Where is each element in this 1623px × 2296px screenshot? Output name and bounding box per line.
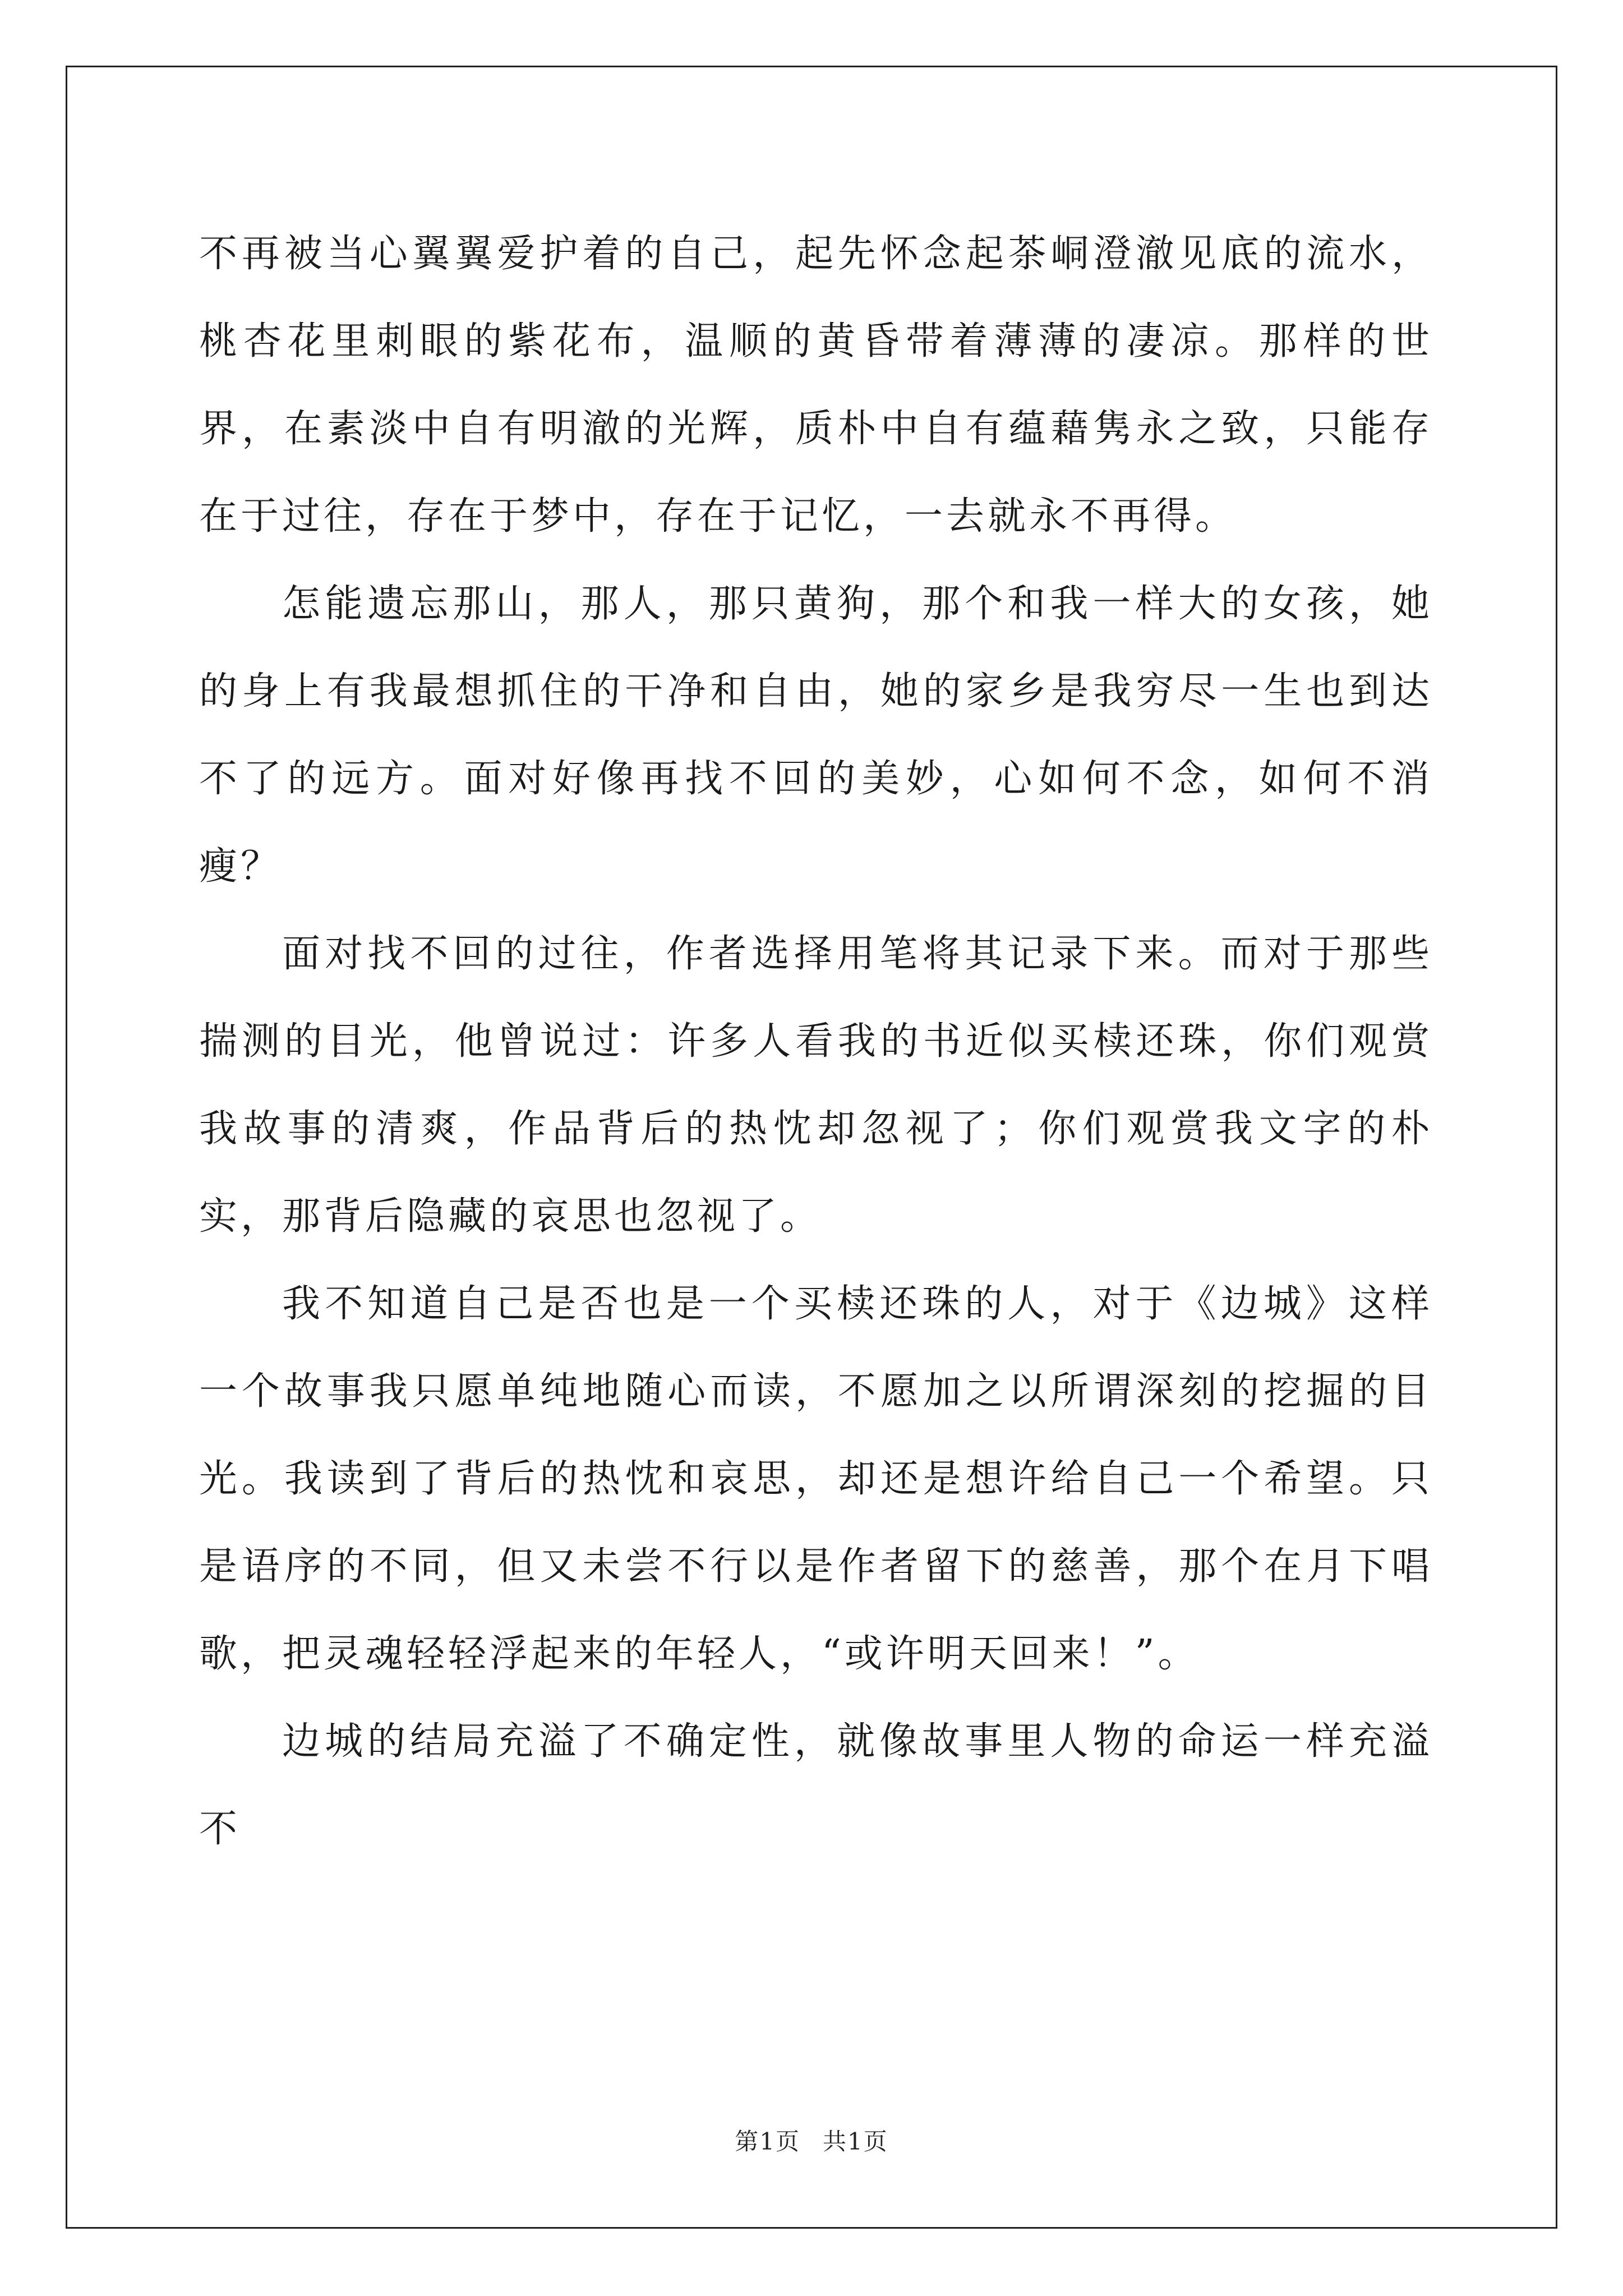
paragraph-4: 我不知道自己是否也是一个买椟还珠的人，对于《边城》这样一个故事我只愿单纯地随心而读，不愿加之以所谓深刻的挖掘的目光。我读到了背后的热忱和哀思，却还是想许给自己一个希望。只是语序的不同，但又未尝不行以是作者留下的慈善，那个在月下唱歌，把灵魂轻轻浮起来的年轻人，“或许明天回来！”。 <box>199 1282 1433 1676</box>
paragraph-5: 边城的结局充溢了不确定性，就像故事里人物的命运一样充溢不 <box>199 1719 1433 1851</box>
paragraph-1: 不再被当心翼翼爱护着的自己，起先怀念起茶峒澄澈见底的流水，桃杏花里刺眼的紫花布，温顺的黄昏带着薄薄的凄凉。那样的世界，在素淡中自有明澈的光辉，质朴中自有蕴藉隽永之致，只能存在于过往，存在于梦中，存在于记忆，一去就永不再得。 <box>199 232 1433 539</box>
document-body <box>199 210 1433 1873</box>
paragraph-2: 怎能遗忘那山，那人，那只黄狗，那个和我一样大的女孩，她的身上有我最想抓住的干净和自由，她的家乡是我穷尽一生也到达不了的远方。面对好像再找不回的美妙，心如何不念，如何不消瘦？ <box>199 582 1433 889</box>
paragraph-3: 面对找不回的过往，作者选择用笔将其记录下来。而对于那些揣测的目光，他曾说过：许多人看我的书近似买椟还珠，你们观赏我故事的清爽，作品背后的热忱却忽视了；你们观赏我文字的朴实，那背后隐藏的哀思也忽视了。 <box>199 932 1433 1239</box>
page-number: 第1页 <box>735 2128 800 2155</box>
page-footer <box>0 2123 1623 2157</box>
page-total: 共1页 <box>823 2128 888 2155</box>
